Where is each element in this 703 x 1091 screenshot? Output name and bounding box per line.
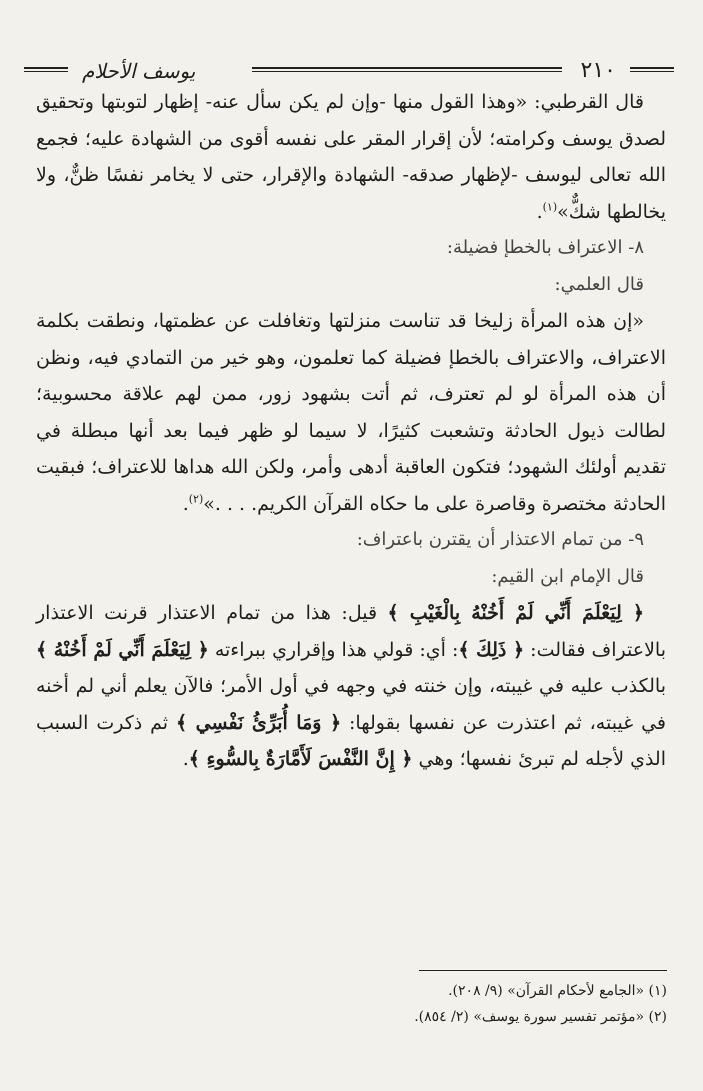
header-rule-middle (252, 67, 562, 72)
footnote-ref-2: (٢) (188, 492, 204, 506)
header-rule-right (630, 67, 674, 72)
quran-verse: ﴿ وَمَا أُبَرِّئُ نَفْسِي ﴾ (176, 711, 342, 734)
quran-verse: ﴿ لِيَعْلَمَ أَنِّي لَمْ أَخُنْهُ ﴾ (36, 638, 209, 661)
quran-verse: ﴿ إِنَّ النَّفْسَ لَأَمَّارَةٌ بِالسُّوءِ ﴾ (188, 748, 413, 770)
running-header (24, 56, 674, 86)
book-title: يوسف الأحلام (82, 59, 196, 83)
speaker-alami: قال العلمي: (554, 273, 644, 295)
footnote-divider (419, 970, 667, 971)
speaker-ibn-qayyim: قال الإمام ابن القيم: (491, 565, 644, 587)
header-rule-left (24, 67, 68, 72)
page-number: ٢١٠ (580, 58, 616, 83)
paragraph-qurtubi: قال القرطبي: «وهذا القول منها -وإن لم يكن سأل عنه- إظهار لتوبتها وتحقيق لصدق يوسف وكرامته؛ لأن إقرار المقر على نفسه أقوى من الشهادة عليه؛ فجمع الله تعالى ليوسف -لإظهار صدقه- الشهادة والإقرار، حتى لا يخامر نفسًا ظنٌّ، ولا يخالطها شكٌّ»$^{(١)}$. (36, 91, 666, 223)
footnote-2: (٢) «مؤتمر تفسير سورة يوسف» (٢/ ٨٥٤). (414, 1009, 667, 1025)
footnote-ref-1: (١) (542, 200, 558, 214)
page-body (36, 84, 666, 778)
paragraph-alami: «إن هذه المرأة زليخا قد تناست منزلتها وتغافلت عن عظمتها، ونطقت بكلمة الاعتراف، والاعتراف بالخطإ فضيلة كما تعلمون، وهو خير من التمادي فيه، ونظن أن هذه المرأة لو لم تعترف، ثم أتت بشهود زور، ممن لهم علاقة محسوبية؛ لطالت ذيول الحادثة وتشعبت كثيرًا، لا سيما لو ظهر فيما بعد أنها مبطلة في تقديم أولئك الشهود؛ فتكون العاقبة أدهى وأمر، ولكن الله هداها للاعتراف؛ فبقيت الحادثة مختصرة وقاصرة على ما حكاه القرآن الكريم. . . .»$^{(٢)}$. (36, 310, 666, 515)
footnotes (37, 978, 667, 1030)
section-heading-8: ٨- الاعتراف بالخطإ فضيلة: (446, 237, 644, 258)
footnote-1: (١) «الجامع لأحكام القرآن» (٩/ ٢٠٨). (448, 983, 667, 999)
quran-verse: ﴿ لِيَعْلَمَ أَنِّي لَمْ أَخُنْهُ بِالْغَيْبِ ﴾ (387, 602, 645, 624)
paragraph-ibn-qayyim: ﴿ لِيَعْلَمَ أَنِّي لَمْ أَخُنْهُ بِالْغَيْبِ ﴾ قيل: هذا من تمام الاعتذار قرنت الاعتذار بالاعتراف فقالت: ﴿ ذَلِكَ ﴾: أي: قولي هذا وإقراري ببراءته ﴿ لِيَعْلَمَ أَنِّي لَمْ أَخُنْهُ ﴾ بالكذب عليه في غيبته، وإن خنته في وجهه في أول الأمر؛ فالآن يعلم أني لم أخنه في غيبته، ثم اعتذرت عن نفسها بقولها: ﴿ وَمَا أُبَرِّئُ نَفْسِي ﴾ ثم ذكرت السبب الذي لأجله لم تبرئ نفسها؛ وهي ﴿ إِنَّ النَّفْسَ لَأَمَّارَةٌ بِالسُّوءِ ﴾. (36, 602, 666, 770)
section-heading-9: ٩- من تمام الاعتذار أن يقترن باعتراف: (356, 529, 644, 550)
quran-verse: ﴿ ذَلِكَ ﴾ (458, 638, 525, 661)
